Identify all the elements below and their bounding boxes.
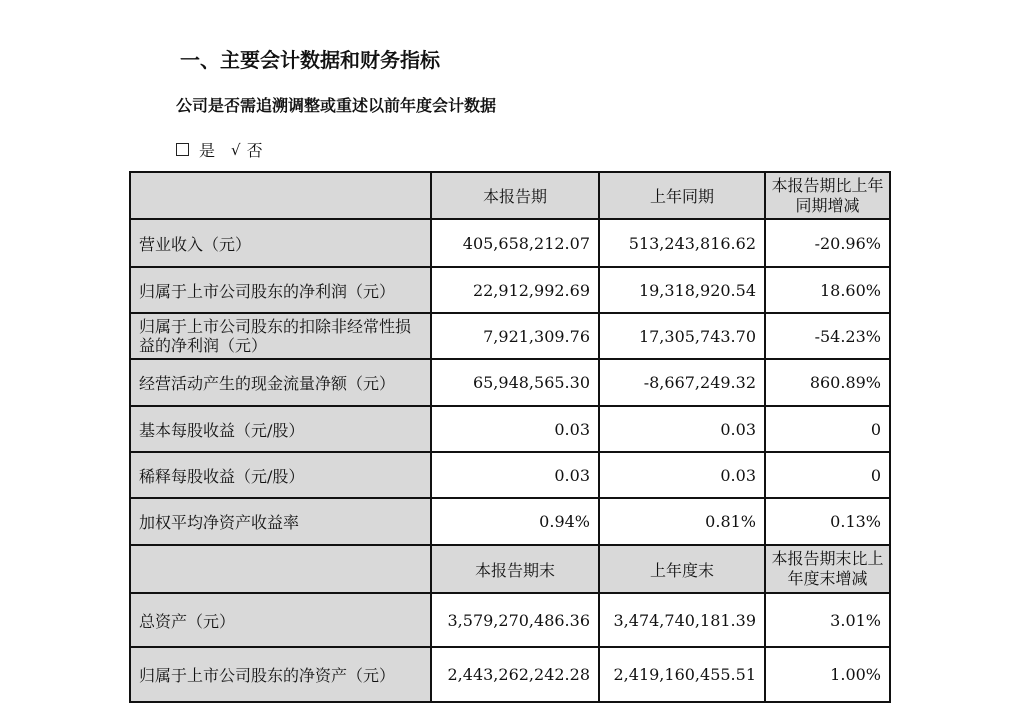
header-cell: 上年同期 [599,172,765,219]
row-label: 营业收入（元） [130,219,431,267]
cell-value: 0.03 [431,452,599,498]
cell-value: 22,912,992.69 [431,267,599,313]
table-row [130,593,890,647]
cell-value: 0.03 [431,406,599,452]
cell-value: 3,579,270,486.36 [431,593,599,647]
cell-value: 7,921,309.76 [431,313,599,359]
row-label: 归属于上市公司股东的净资产（元） [130,647,431,702]
cell-value: 0.13% [765,498,890,545]
cell-value: 2,443,262,242.28 [431,647,599,702]
cell-value: 17,305,743.70 [599,313,765,359]
row-label: 经营活动产生的现金流量净额（元） [130,359,431,406]
table-row [130,267,890,313]
table-row [130,406,890,452]
row-label: 稀释每股收益（元/股） [130,452,431,498]
row-label: 归属于上市公司股东的扣除非经常性损益的净利润（元） [130,313,431,359]
table-row [130,498,890,545]
table-header-row [130,545,890,593]
cell-value: -8,667,249.32 [599,359,765,406]
cell-value: 0 [765,452,890,498]
table-row [130,647,890,702]
cell-value: 0.94% [431,498,599,545]
header-cell: 本报告期末比上年度末增减 [765,545,890,593]
header-cell: 本报告期 [431,172,599,219]
cell-value: -20.96% [765,219,890,267]
cell-value: 860.89% [765,359,890,406]
option-no: 否 [246,141,263,160]
cell-value: 513,243,816.62 [599,219,765,267]
row-label: 总资产（元） [130,593,431,647]
table-row [130,219,890,267]
cell-value: 0 [765,406,890,452]
table-header-row [130,172,890,219]
cell-value: 1.00% [765,647,890,702]
cell-value: 19,318,920.54 [599,267,765,313]
section-title: 一、主要会计数据和财务指标 [180,48,440,72]
table-row [130,452,890,498]
row-label: 基本每股收益（元/股） [130,406,431,452]
cell-value: 0.03 [599,452,765,498]
cell-value: 18.60% [765,267,890,313]
header-cell: 本报告期比上年同期增减 [765,172,890,219]
cell-value: 405,658,212.07 [431,219,599,267]
cell-value: 2,419,160,455.51 [599,647,765,702]
row-label: 加权平均净资产收益率 [130,498,431,545]
restatement-question: 公司是否需追溯调整或重述以前年度会计数据 [176,96,497,115]
option-yes: 是 [199,141,216,160]
cell-value: 0.03 [599,406,765,452]
cell-value: 3.01% [765,593,890,647]
header-cell [130,545,431,593]
cell-value: 0.81% [599,498,765,545]
header-cell: 上年度末 [599,545,765,593]
header-cell [130,172,431,219]
financial-data-table [129,171,891,703]
checkbox-empty-icon [176,143,189,156]
check-mark-icon: √ [231,140,241,159]
table-row [130,359,890,406]
cell-value: -54.23% [765,313,890,359]
header-cell: 本报告期末 [431,545,599,593]
cell-value: 3,474,740,181.39 [599,593,765,647]
row-label: 归属于上市公司股东的净利润（元） [130,267,431,313]
table-row [130,313,890,359]
restatement-options [176,138,263,161]
cell-value: 65,948,565.30 [431,359,599,406]
